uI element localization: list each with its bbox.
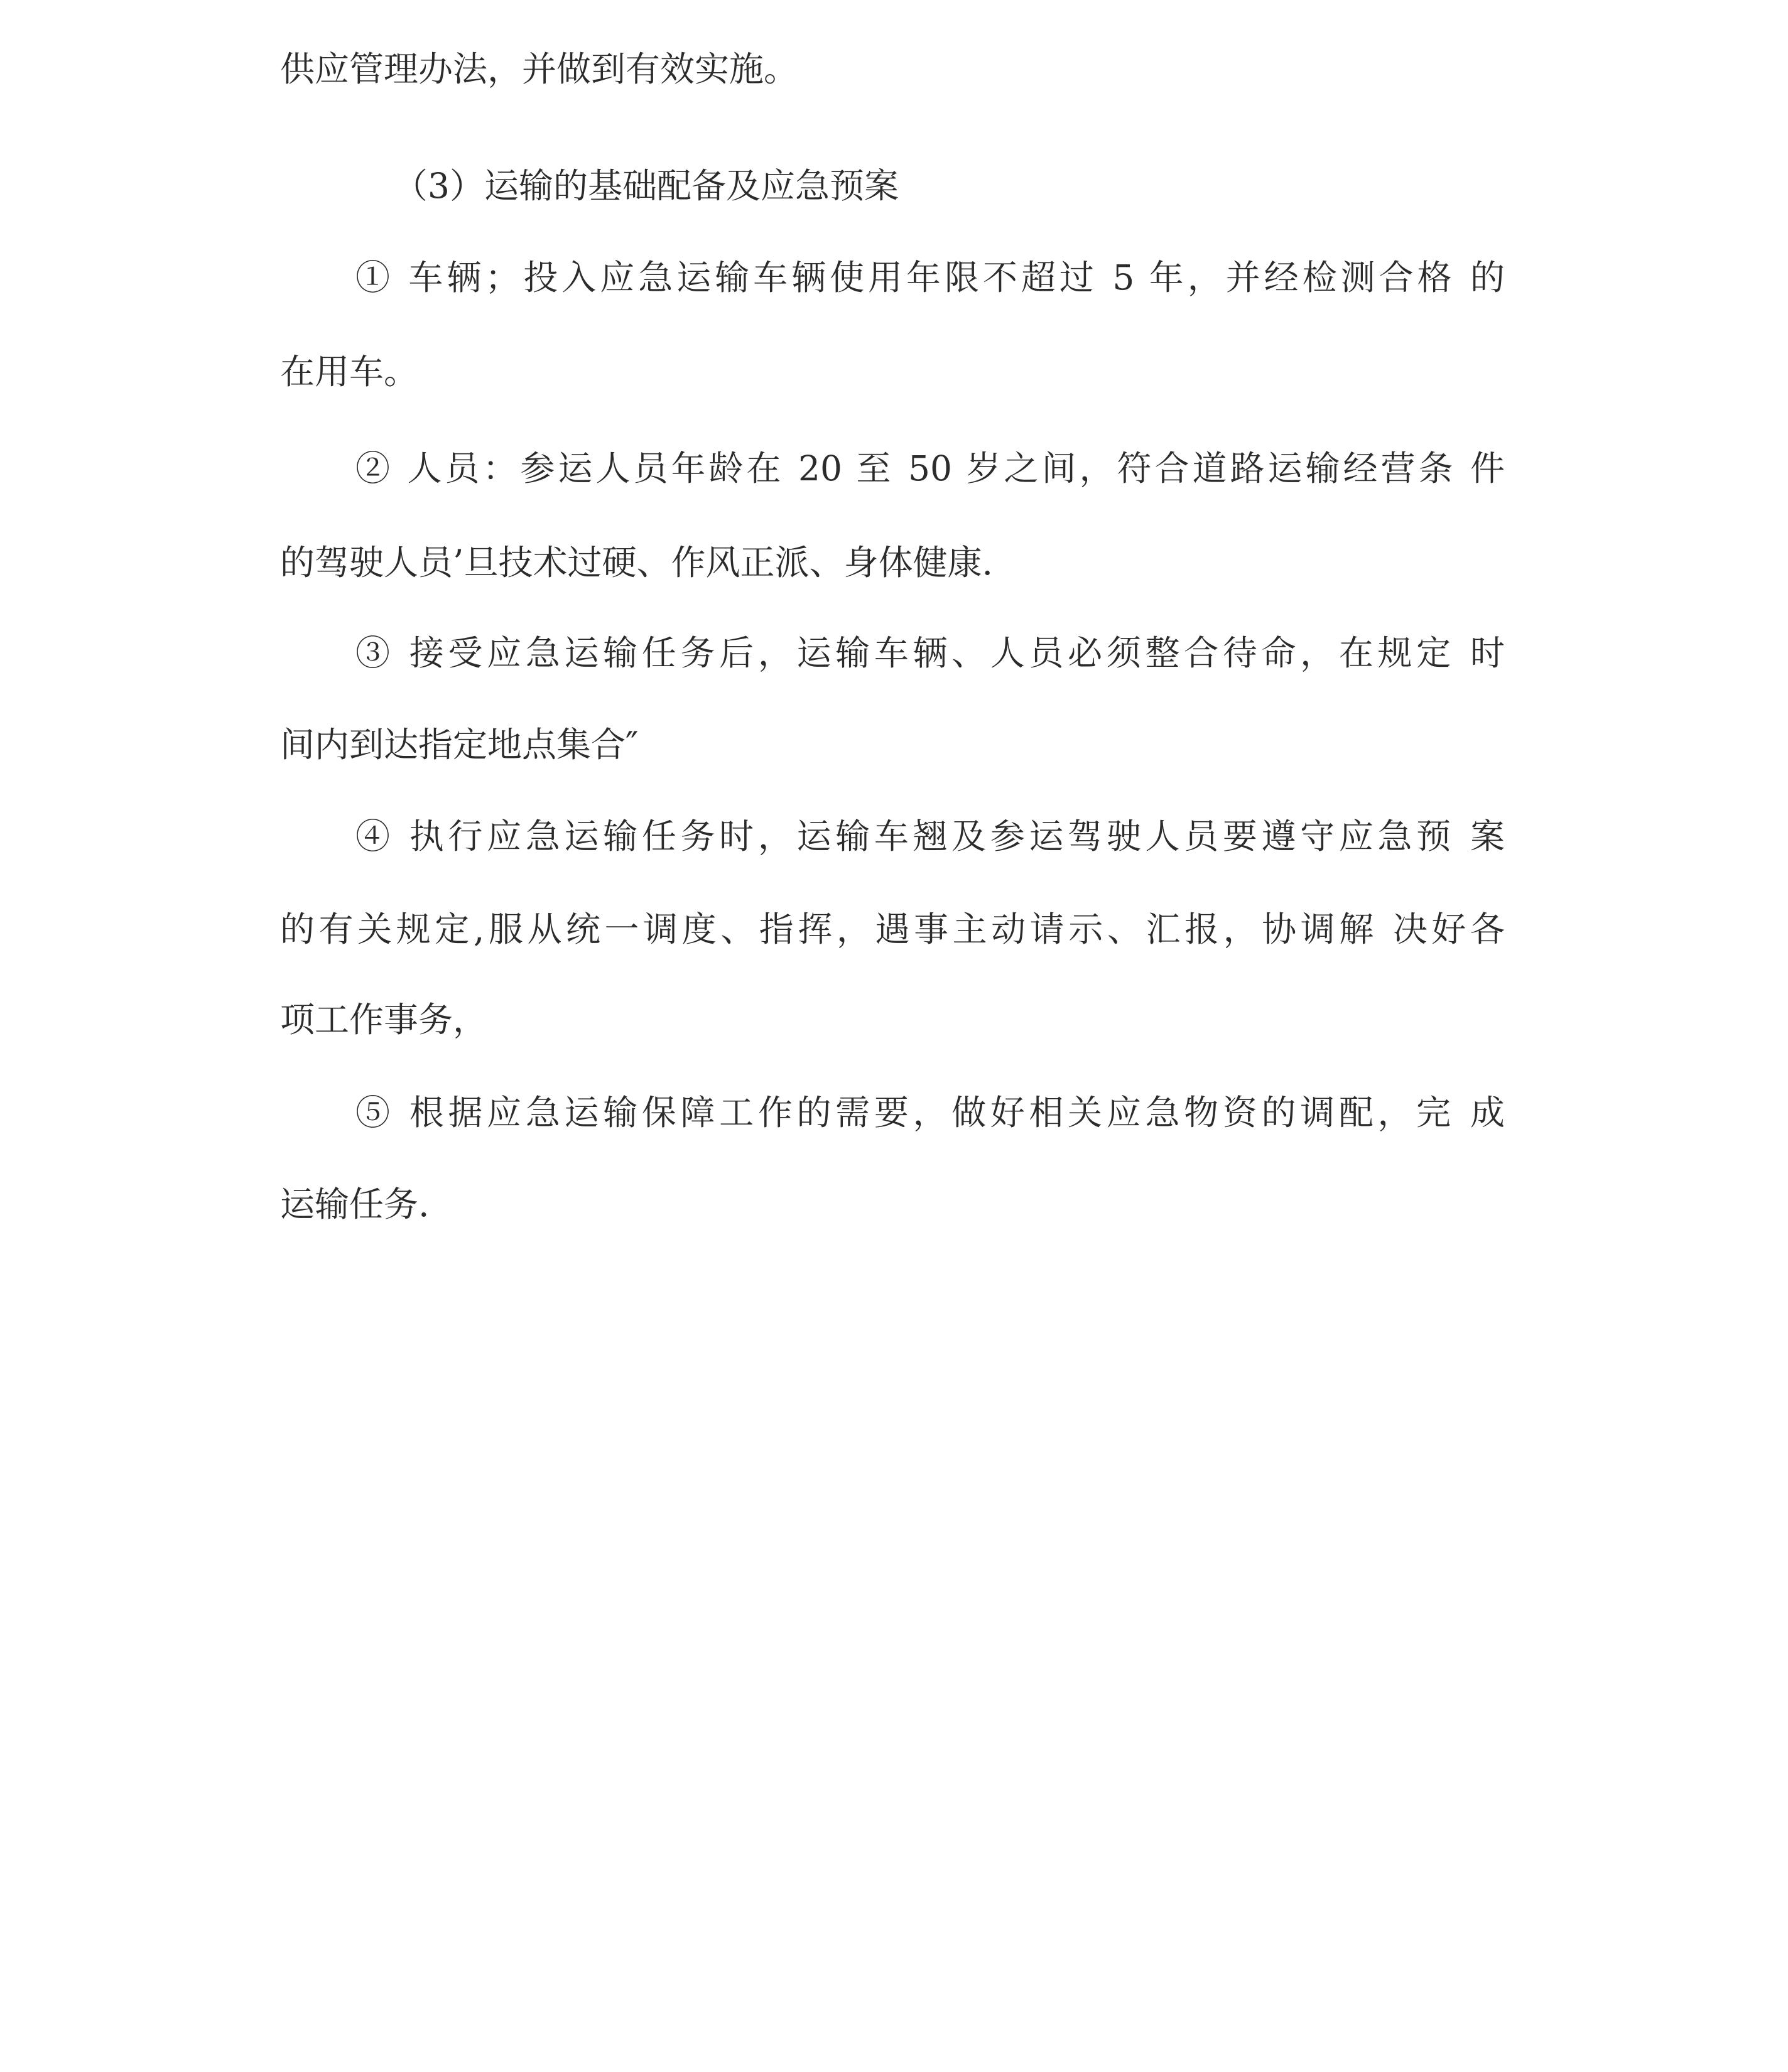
item-3-line-2: 间内到达指定地点集合″ [280,725,639,765]
item-4-line-3: 项工作事务， [280,1000,488,1040]
item-2-line-1: ② 人员：参运人员年龄在 20 至 50 岁之间，符合道路运输经营条 件 [355,448,1505,488]
item-1-line-2: 在用车。 [280,352,419,392]
item-4-line-2: 的有关规定,服从统一调度、指挥，遇事主动请示、汇报，协调解 决好各 [280,909,1505,949]
item-4-line-1: ④ 执行应急运输任务时，运输车翘及参运驾驶人员要遵守应急预 案 [355,816,1505,856]
item-5-line-1: ⑤ 根据应急运输保障工作的需要，做好相关应急物资的调配，完 成 [355,1093,1505,1133]
item-2-line-2: 的驾驶人员’旦技术过硬、作风正派、身体健康. [280,542,993,583]
item-5-line-2: 运输任务. [280,1184,430,1224]
item-1-line-1: ① 车辆；投入应急运输车辆使用年限不超过 5 年，并经检测合格 的 [355,257,1505,298]
item-3-line-1: ③ 接受应急运输任务后，运输车辆、人员必须整合待命，在规定 时 [355,633,1505,673]
section-heading: （3）运输的基础配备及应急预案 [393,166,899,206]
paragraph-continuation-line: 供应管理办法，并做到有效实施。 [280,49,799,89]
